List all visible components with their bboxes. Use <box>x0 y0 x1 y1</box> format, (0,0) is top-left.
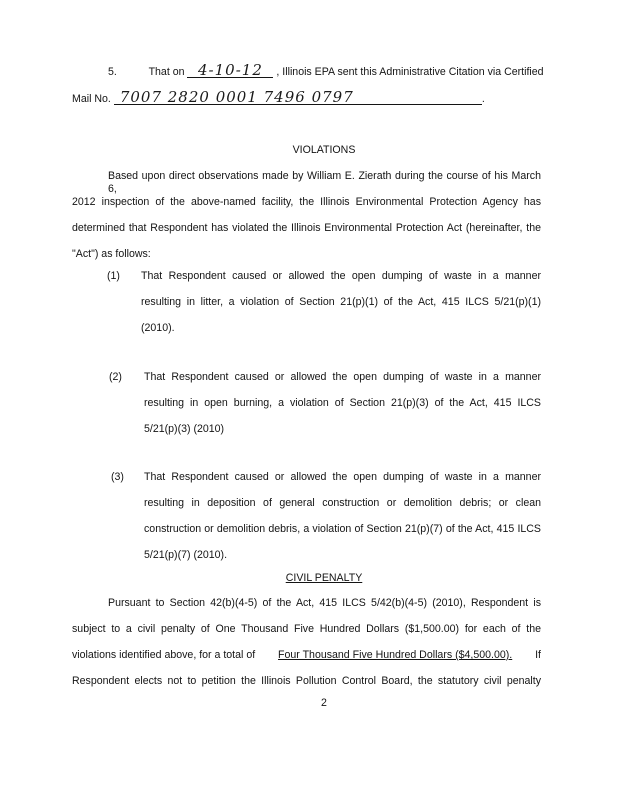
item-1-line-2: resulting in litter, a violation of Section 21(p)(1) of the Act, 415 ILCS 5/21(p)(1) <box>141 296 541 308</box>
violations-para-line-3: determined that Respondent has violated the Illinois Environmental Protection Act (hereinafter, the <box>72 222 541 234</box>
violations-para-line-4: "Act") as follows: <box>72 248 151 260</box>
civil-penalty-line-4: Respondent elects not to petition the Illinois Pollution Control Board, the statutory civil penalty <box>72 675 541 687</box>
item-1-line-3: (2010). <box>141 322 175 334</box>
item-1-line-1: That Respondent caused or allowed the open dumping of waste in a manner <box>141 270 541 282</box>
item-2-line-3: 5/21(p)(3) (2010) <box>144 423 225 435</box>
civil-penalty-heading: CIVIL PENALTY <box>285 572 363 584</box>
violations-para-line-1: Based upon direct observations made by William E. Zierath during the course of his March 6, <box>108 170 541 195</box>
civil-penalty-line-3-start: violations identified above, for a total of <box>72 649 256 661</box>
item-1-number: (1) <box>107 270 120 282</box>
intro-line-1 <box>108 61 544 79</box>
intro-line-2: Mail No. 7007 2820 0001 7496 0797 . <box>72 88 485 106</box>
text-before-date: That on <box>148 66 185 78</box>
page-number: 2 <box>321 697 327 709</box>
item-2-line-1: That Respondent caused or allowed the open dumping of waste in a manner <box>144 371 541 383</box>
civil-penalty-total: Four Thousand Five Hundred Dollars ($4,500.00). <box>278 649 513 661</box>
item-3-line-2: resulting in deposition of general construction or demolition debris; or clean <box>144 497 541 509</box>
item-3-number: (3) <box>111 471 124 483</box>
item-2-line-2: resulting in open burning, a violation of Section 21(p)(3) of the Act, 415 ILCS <box>144 397 541 409</box>
item-3-line-4: 5/21(p)(7) (2010). <box>144 549 228 561</box>
civil-penalty-line-3 <box>72 649 541 662</box>
handwritten-mail-number: 7007 2820 0001 7496 0797 <box>114 91 482 105</box>
item-number: 5. <box>108 66 117 78</box>
mail-label: Mail No. <box>72 93 111 105</box>
item-3-line-1: That Respondent caused or allowed the open dumping of waste in a manner <box>144 471 541 483</box>
civil-penalty-line-3-end: If <box>535 649 541 661</box>
civil-penalty-line-2: subject to a civil penalty of One Thousand Five Hundred Dollars ($1,500.00) for each of the <box>72 623 541 635</box>
handwritten-date: 4-10-12 <box>187 64 273 78</box>
item-2-number: (2) <box>109 371 122 383</box>
text-after-date: , Illinois EPA sent this Administrative Citation via Certified <box>276 66 544 78</box>
violations-heading: VIOLATIONS <box>292 144 356 156</box>
violations-para-line-2: 2012 inspection of the above-named facility, the Illinois Environmental Protection Agency has <box>72 196 541 208</box>
item-3-line-3: construction or demolition debris, a violation of Section 21(p)(7) of the Act, 415 ILCS <box>144 523 541 535</box>
civil-penalty-line-1: Pursuant to Section 42(b)(4-5) of the Act, 415 ILCS 5/42(b)(4-5) (2010), Respondent is <box>108 597 541 609</box>
